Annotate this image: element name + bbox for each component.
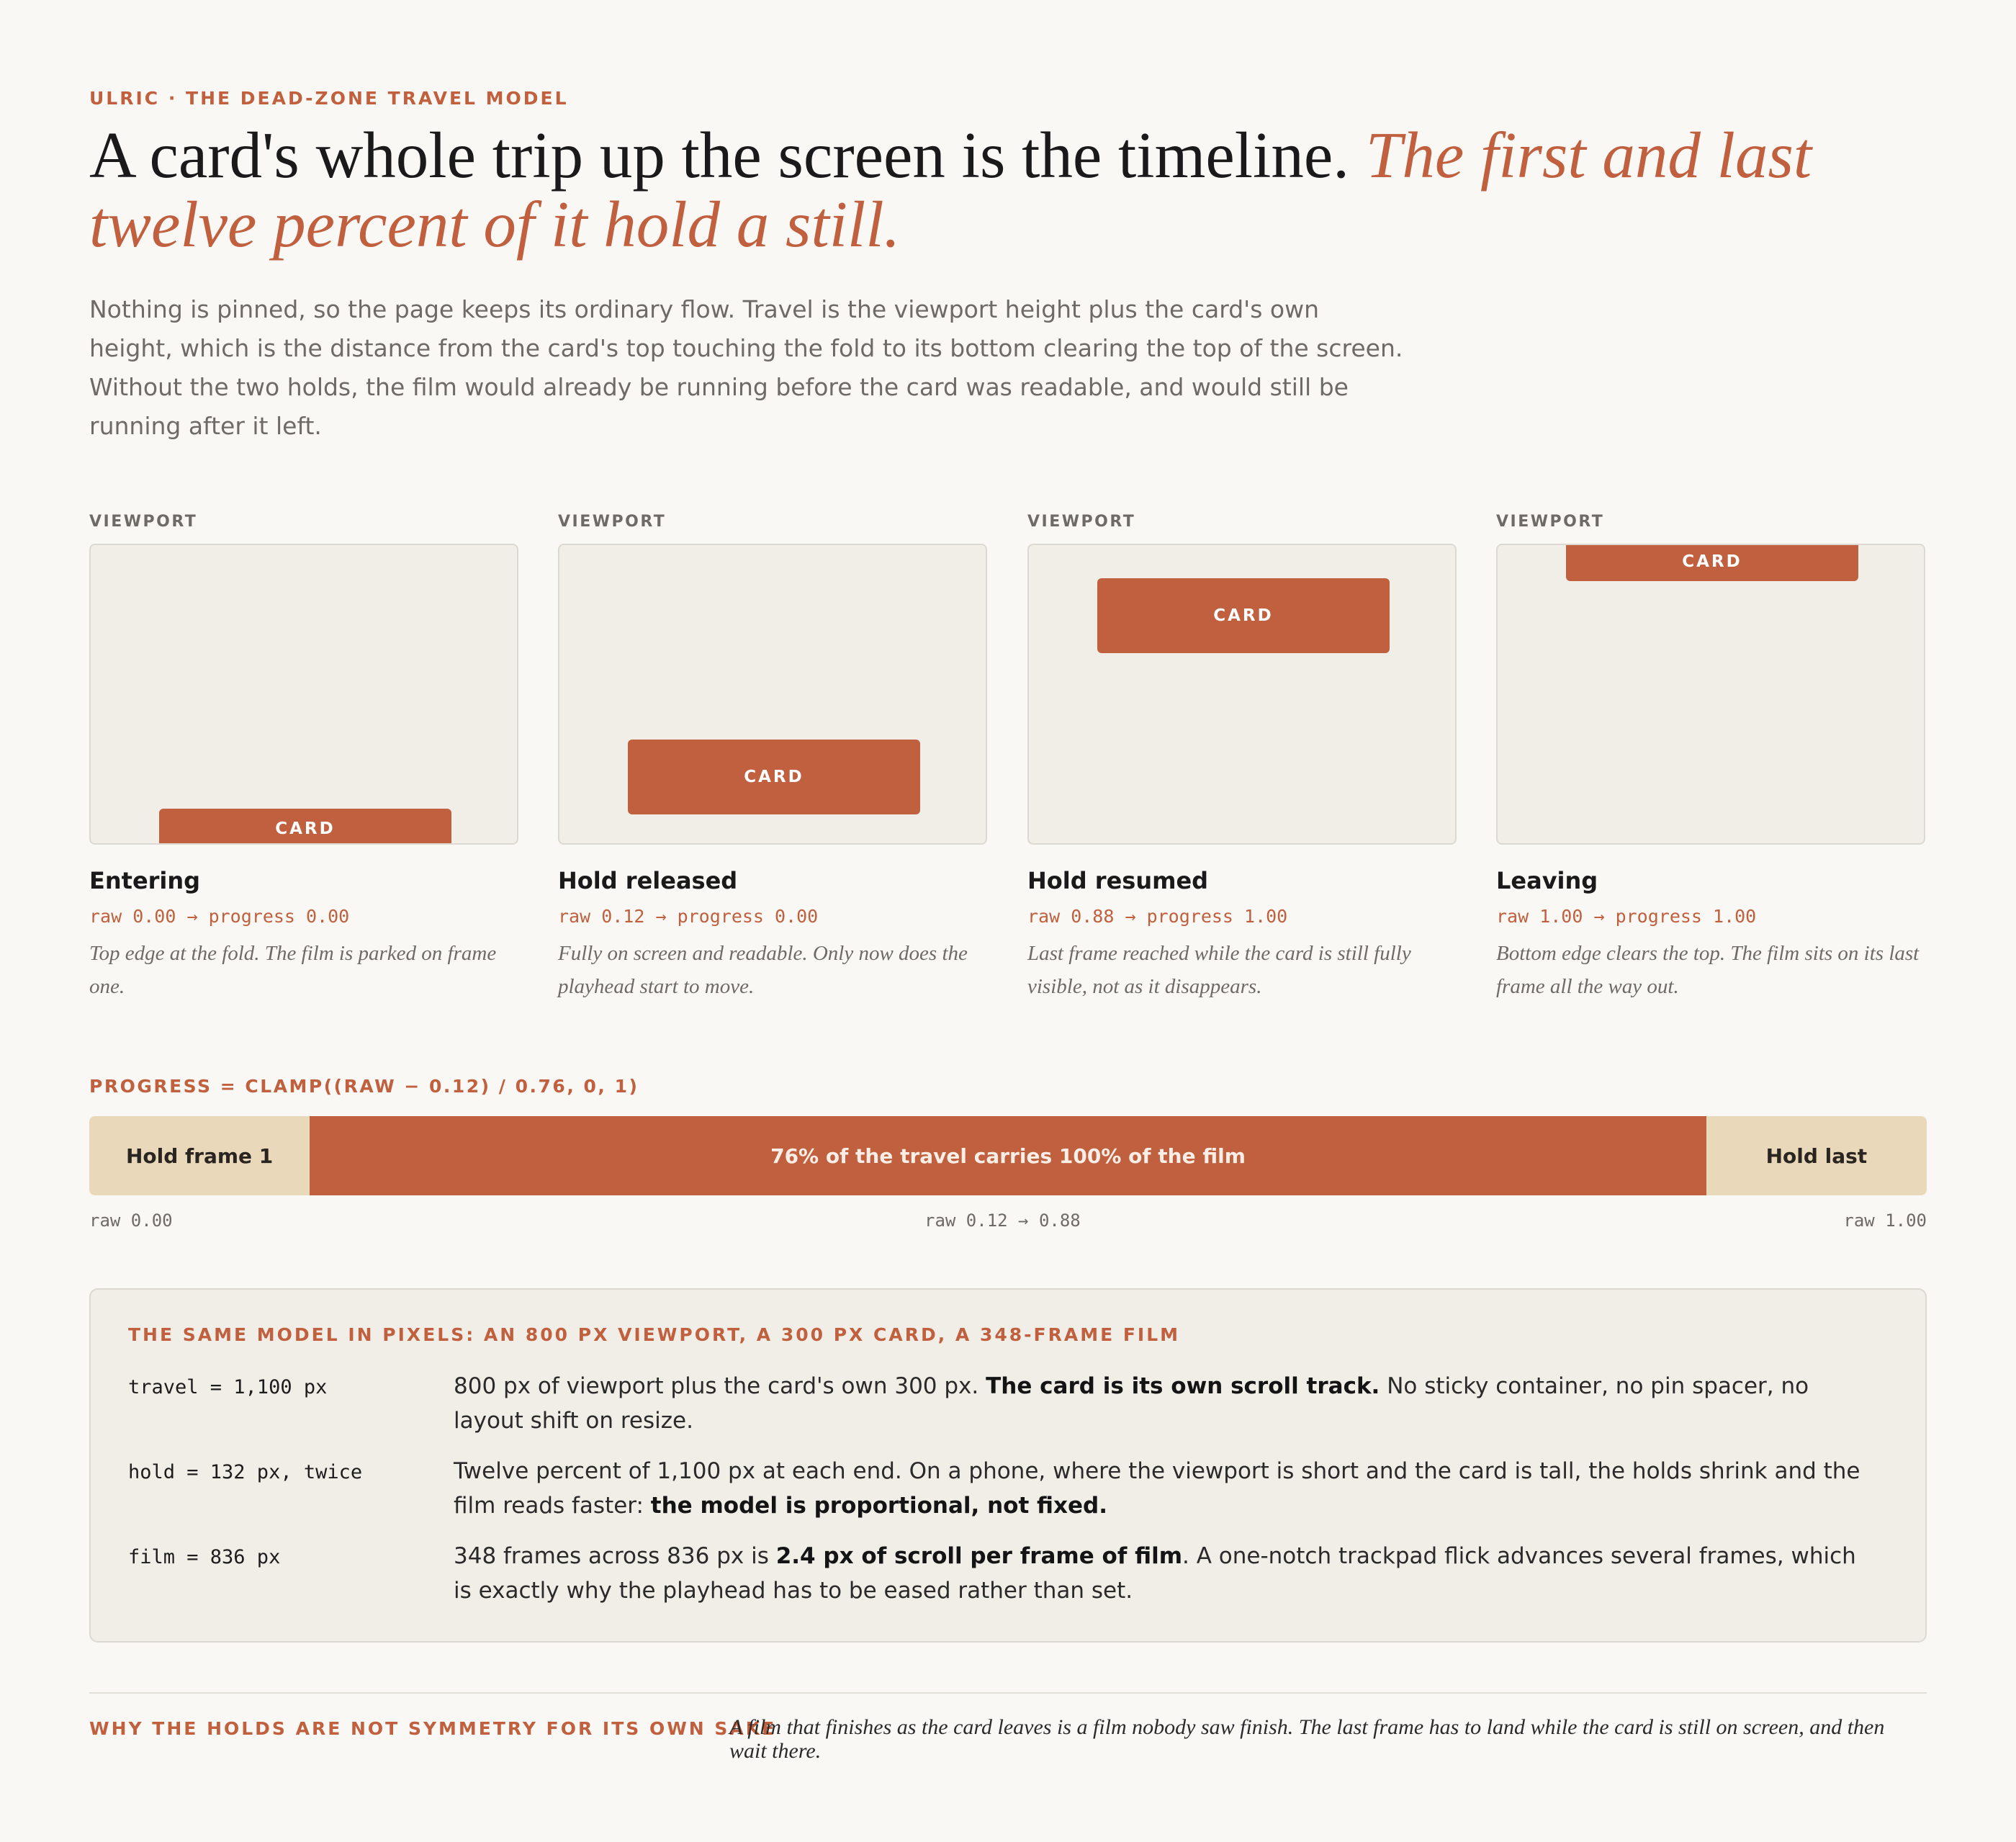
divider <box>89 1692 1927 1694</box>
step-formula-hold-released: raw 0.12 → progress 0.00 <box>558 906 819 927</box>
card: CARD <box>1097 578 1390 653</box>
step-desc-entering: Top edge at the fold. The film is parked on frame one. <box>89 942 497 998</box>
film-segment: 76% of the travel carries 100% of the film <box>310 1116 1706 1195</box>
viewport-hold-released <box>558 544 987 845</box>
viewport-label: VIEWPORT <box>1496 513 1605 531</box>
headline-accent: The first and last twelve percent of it hold a still. <box>89 119 1812 261</box>
step-desc-hold-resumed: Last frame reached while the card is still fully visible, not as it disappears. <box>1027 942 1411 998</box>
row-text-travel: 800 px of viewport plus the card's own 300 px. The card is its own scroll track. No sticky container, no pin spacer, no layout shift on resize. <box>454 1373 1809 1434</box>
viewport-label: VIEWPORT <box>89 513 198 531</box>
eyebrow: ULRIC · THE DEAD-ZONE TRAVEL MODEL <box>89 88 569 109</box>
row-text-hold: Twelve percent of 1,100 px at each end. On a phone, where the viewport is short and the card is tall, the holds shrink and the film reads faster: the model is proportional, not fixed. <box>454 1458 1860 1519</box>
lede-paragraph: Nothing is pinned, so the page keeps its ordinary flow. Travel is the viewport height plus the card's own height, which is the distance from the card's top touching the fold to its bottom clearing the top of the screen. Without the two holds, the film would already be running before the card was readable, and would still be running after it left. <box>89 295 1403 440</box>
viewport-entering <box>89 544 518 845</box>
viewport-leaving <box>1496 544 1925 845</box>
step-formula-leaving: raw 1.00 → progress 1.00 <box>1496 906 1757 927</box>
progress-bar <box>89 1116 1927 1195</box>
step-formula-entering: raw 0.00 → progress 0.00 <box>89 906 350 927</box>
footer-quote: A film that finishes as the card leaves is a film nobody saw finish. The last frame has to land while the card is still on screen, and then wait there. <box>729 1715 1885 1763</box>
step-desc-leaving: Bottom edge clears the top. The film sits on its last frame all the way out. <box>1496 942 1920 998</box>
raw-tick-end: raw 1.00 <box>1843 1210 1927 1231</box>
hold-segment-start: Hold frame 1 <box>89 1116 310 1195</box>
headline-plain: A card's whole trip up the screen is the timeline. <box>89 119 1349 192</box>
viewport-label: VIEWPORT <box>558 513 667 531</box>
step-formula-hold-resumed: raw 0.88 → progress 1.00 <box>1027 906 1288 927</box>
raw-tick-middle: raw 0.12 → 0.88 <box>924 1210 1081 1231</box>
raw-tick-start: raw 0.00 <box>89 1210 173 1231</box>
hold-segment-end: Hold last <box>1706 1116 1927 1195</box>
row-key-travel: travel = 1,100 px <box>128 1376 328 1398</box>
step-title-hold-resumed: Hold resumed <box>1027 867 1209 894</box>
formula-label: PROGRESS = CLAMP((RAW − 0.12) / 0.76, 0, 1) <box>89 1076 639 1097</box>
card: CARD <box>628 740 920 814</box>
card: CARD <box>1566 544 1858 581</box>
viewport-hold-resumed <box>1027 544 1457 845</box>
pixels-title: THE SAME MODEL IN PIXELS: AN 800 PX VIEWPORT, A 300 PX CARD, A 348-FRAME FILM <box>128 1324 1181 1345</box>
footer-label: WHY THE HOLDS ARE NOT SYMMETRY FOR ITS OWN SAKE <box>89 1718 777 1739</box>
row-key-film: film = 836 px <box>128 1546 281 1568</box>
step-title-leaving: Leaving <box>1496 867 1598 894</box>
step-title-hold-released: Hold released <box>558 867 738 894</box>
card: CARD <box>159 809 451 845</box>
step-desc-hold-released: Fully on screen and readable. Only now does the playhead start to move. <box>558 942 968 998</box>
step-title-entering: Entering <box>89 867 201 894</box>
row-key-hold: hold = 132 px, twice <box>128 1461 363 1483</box>
page-title <box>89 121 1932 259</box>
pixels-panel <box>89 1288 1927 1643</box>
viewport-label: VIEWPORT <box>1027 513 1136 531</box>
row-text-film: 348 frames across 836 px is 2.4 px of scroll per frame of film. A one-notch trackpad flick advances several frames, which is exactly why the playhead has to be eased rather than set. <box>454 1543 1856 1604</box>
